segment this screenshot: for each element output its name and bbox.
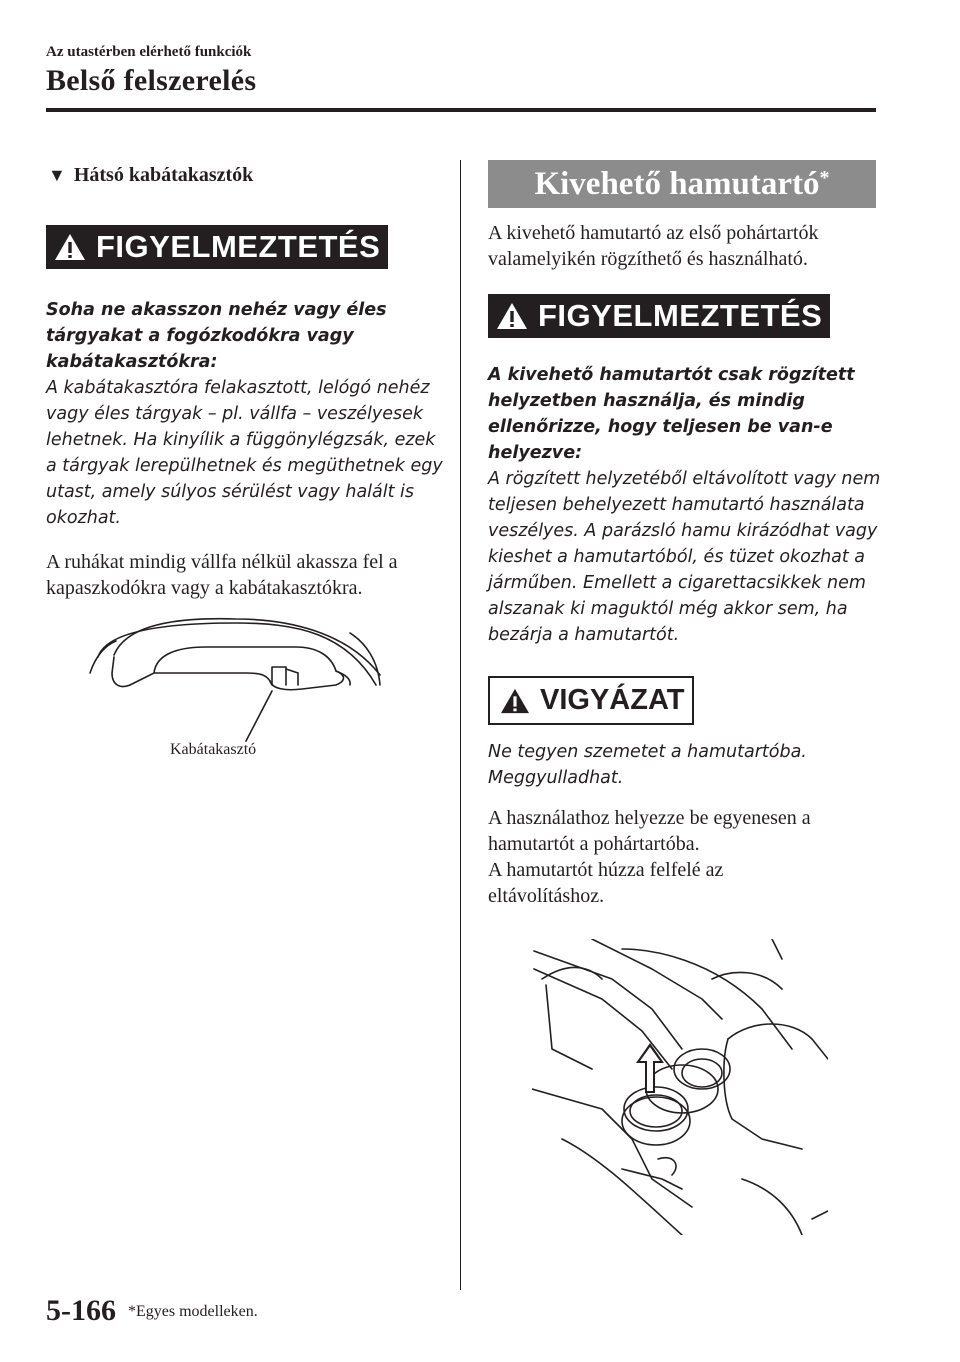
warning-triangle-icon <box>496 301 528 331</box>
left-column <box>46 160 446 758</box>
banner-title: Kivehető hamutartó <box>534 166 820 202</box>
warning-label-box <box>46 225 388 269</box>
coat-hook-paragraph: A ruhákat mindig vállfa nélkül akassza fel a kapaszkodókra vagy a kabátakasztókra. <box>46 551 398 599</box>
ashtray-figure <box>532 939 828 1235</box>
figure-caption: Kabátakasztó <box>170 741 257 758</box>
warning-lead: A kivehető hamutartót csak rögzített helyzetben használja, és mindig ellenőrizze, hogy teljesen be van-e helyezve: <box>488 365 855 463</box>
warning-label-box-ashtray <box>488 294 830 338</box>
warning-label: FIGYELMEZTETÉS <box>538 298 823 333</box>
warning-text-ashtray <box>488 362 888 648</box>
title-rule <box>46 108 876 112</box>
ashtray-instructions-1: A használathoz helyezze be egyenesen a hamutartót a pohártartóba. <box>488 807 811 855</box>
section-kicker: Az utastérben elérhető funkciók <box>46 44 252 60</box>
ashtray-illustration <box>532 939 828 1235</box>
subheading-text: Hátsó kabátakasztók <box>73 164 254 186</box>
caution-text: Ne tegyen szemetet a hamutartóba. Meggyulladhat. <box>488 742 807 788</box>
warning-lead: Soha ne akasszon nehéz vagy éles tárgyakat a fogózkodókra vagy kabátakasztókra: <box>46 300 387 372</box>
page-title: Belső felszerelés <box>46 64 257 97</box>
warning-text <box>46 297 446 531</box>
section-banner <box>488 160 876 208</box>
caution-label-box <box>488 676 694 725</box>
subheading-rear-coat-hooks <box>46 164 446 187</box>
triangle-down-icon: ▼ <box>48 165 66 185</box>
warning-body: A rögzített helyzetéből eltávolított vagy nem teljesen behelyezett hamutartó használata veszélyes. A parázsló hamu kirázódhat vagy kieshet a hamutartóból, és tüzet okozhat a járműben. Emellett a cigarettacsikkek nem alszanak ki maguktól még akkor sem, ha bezárja a hamutartót. <box>488 469 881 645</box>
coat-hook-figure <box>46 615 446 758</box>
ashtray-intro: A kivehető hamutartó az első pohártartók valamelyikén rögzíthető és használható. <box>488 222 819 270</box>
banner-footnote-mark: * <box>819 167 830 189</box>
coat-hook-illustration <box>46 615 446 755</box>
footnote: *Egyes modelleken. <box>128 1303 258 1320</box>
right-column <box>488 160 888 1235</box>
warning-triangle-icon <box>54 232 86 262</box>
page-number: 5-166 <box>46 1294 116 1327</box>
warning-body: A kabátakasztóra felakasztott, lelógó nehéz vagy éles tárgyak – pl. vállfa – veszélyesek lehetnek. Ha kinyílik a függönylégzsák, ezek a tárgyak lerepülhetnek és megüthetnek egy utast, amely súlyos sérülést vagy halált is okozhat. <box>46 378 443 528</box>
warning-label: FIGYELMEZTETÉS <box>96 229 381 264</box>
column-divider <box>460 160 461 1290</box>
caution-label: VIGYÁZAT <box>540 684 685 716</box>
warning-triangle-icon <box>500 687 530 715</box>
ashtray-instructions-2: A hamutartót húzza felfelé az eltávolításhoz. <box>488 859 724 907</box>
